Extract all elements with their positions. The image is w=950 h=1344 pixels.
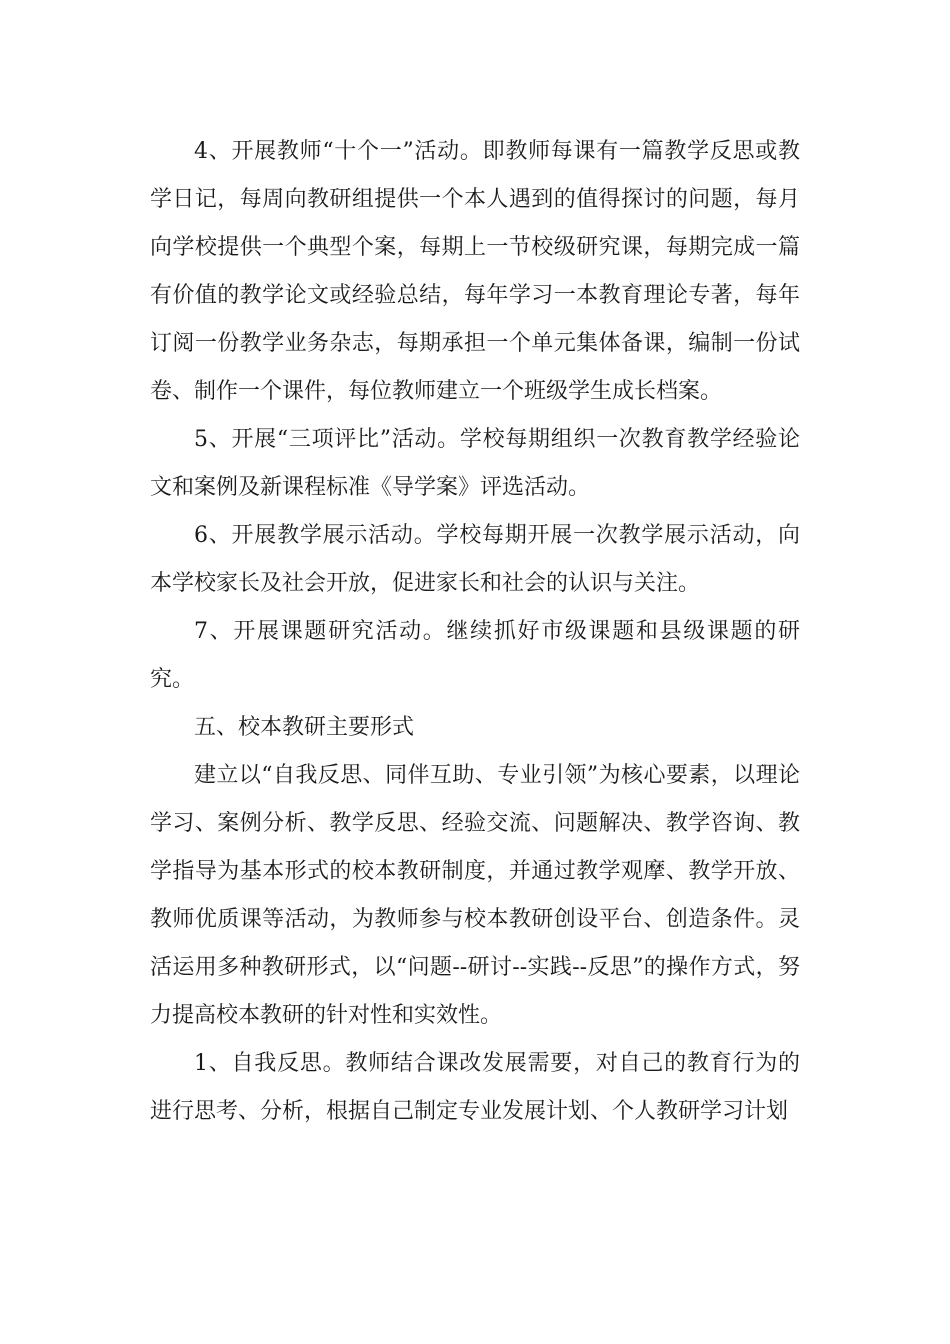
paragraph-activity-4: 4、开展教师“十个一”活动。即教师每课有一篇教学反思或教学日记，每周向教研组提供一个本人遇到的值得探讨的问题，每月向学校提供一个典型个案，每期上一节校级研究课，每期完成一篇有价值的教学论文或经验总结，每年学习一本教育理论专著，每年订阅一份教学业务杂志，每期承担一个单元集体备课，编制一份试卷、制作一个课件，每位教师建立一个班级学生成长档案。 xyxy=(150,139,800,404)
section-heading: 五、校本教研主要形式 xyxy=(194,715,415,740)
document-page xyxy=(150,128,800,1136)
paragraph-activity-5: 5、开展“三项评比”活动。学校每期组织一次教育教学经验论文和案例及新课程标准《导学案》评选活动。 xyxy=(150,427,800,500)
paragraph-activity-6: 6、开展教学展示活动。学校每期开展一次教学展示活动，向本学校家长及社会开放，促进家长和社会的认识与关注。 xyxy=(150,523,800,596)
paragraph-section-intro: 建立以“自我反思、同伴互助、专业引领”为核心要素，以理论学习、案例分析、教学反思、经验交流、问题解决、教学咨询、教学指导为基本形式的校本教研制度，并通过教学观摩、教学开放、教师优质课等活动，为教师参与校本教研创设平台、创造条件。灵活运用多种教研形式，以“问题--研讨--实践--反思”的操作方式，努力提高校本教研的针对性和实效性。 xyxy=(150,763,800,1028)
paragraph-self-reflection: 1、自我反思。教师结合课改发展需要，对自己的教育行为的进行思考、分析，根据自己制定专业发展计划、个人教研学习计划 xyxy=(150,1051,800,1124)
paragraph-activity-7: 7、开展课题研究活动。继续抓好市级课题和县级课题的研究。 xyxy=(150,619,800,692)
